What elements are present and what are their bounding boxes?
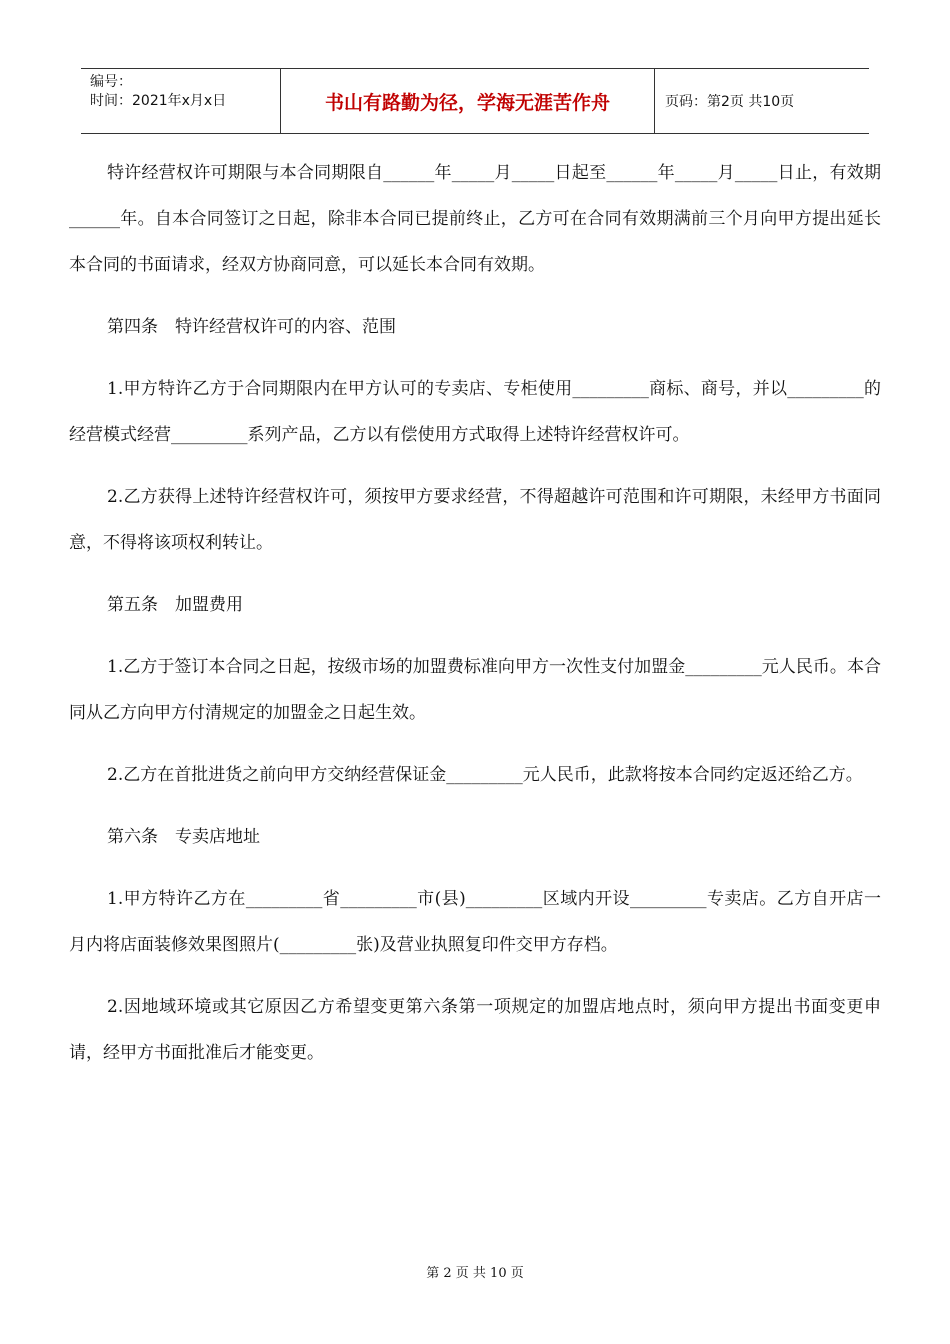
article-4-heading: 第四条 特许经营权许可的内容、范围 (107, 317, 396, 337)
article-4-clause-1: 1.甲方特许乙方于合同期限内在甲方认可的专卖店、专柜使用_________商标、商号，并以_________的经营模式经营_________系列产品，乙方以有偿使用方式取得上述特许经营权许可。 (69, 379, 881, 445)
article-5-clause-1: 1.乙方于签订本合同之日起，按级市场的加盟费标准向甲方一次性支付加盟金_________元人民币。本合同从乙方向甲方付清规定的加盟金之日起生效。 (69, 657, 881, 723)
header-left-cell (81, 69, 281, 133)
document-body (69, 150, 881, 1092)
document-number-label: 编号： (90, 74, 132, 90)
page-header (81, 68, 869, 134)
header-motto: 书山有路勤为径，学海无涯苦作舟 (281, 69, 655, 133)
paragraph-term: 特许经营权许可期限与本合同期限自______年_____月_____日起至______年_____月_____日止，有效期______年。自本合同签订之日起，除非本合同已提前终止，乙方可在合同有效期满前三个月向甲方提出延长本合同的书面请求，经双方协商同意，可以延长本合同有效期。 (69, 163, 881, 275)
document-date-label: 时间：2021年x月x日 (90, 93, 227, 109)
article-5-heading: 第五条 加盟费用 (107, 595, 243, 615)
article-6-heading: 第六条 专卖店地址 (107, 827, 260, 847)
header-page-label: 页码：第2页 共10页 (665, 94, 795, 110)
article-6-clause-1: 1.甲方特许乙方在_________省_________市(县)_________区域内开设_________专卖店。乙方自开店一月内将店面装修效果图照片(_________张)及营业执照复印件交甲方存档。 (69, 889, 881, 955)
page-footer: 第 2 页 共 10 页 (426, 1266, 524, 1281)
article-6-clause-2: 2.因地域环境或其它原因乙方希望变更第六条第一项规定的加盟店地点时，须向甲方提出书面变更申请，经甲方书面批准后才能变更。 (69, 997, 881, 1063)
article-4-clause-2: 2.乙方获得上述特许经营权许可，须按甲方要求经营，不得超越许可范围和许可期限，未经甲方书面同意，不得将该项权利转让。 (69, 487, 881, 553)
article-5-clause-2: 2.乙方在首批进货之前向甲方交纳经营保证金_________元人民币，此款将按本合同约定返还给乙方。 (107, 765, 863, 785)
